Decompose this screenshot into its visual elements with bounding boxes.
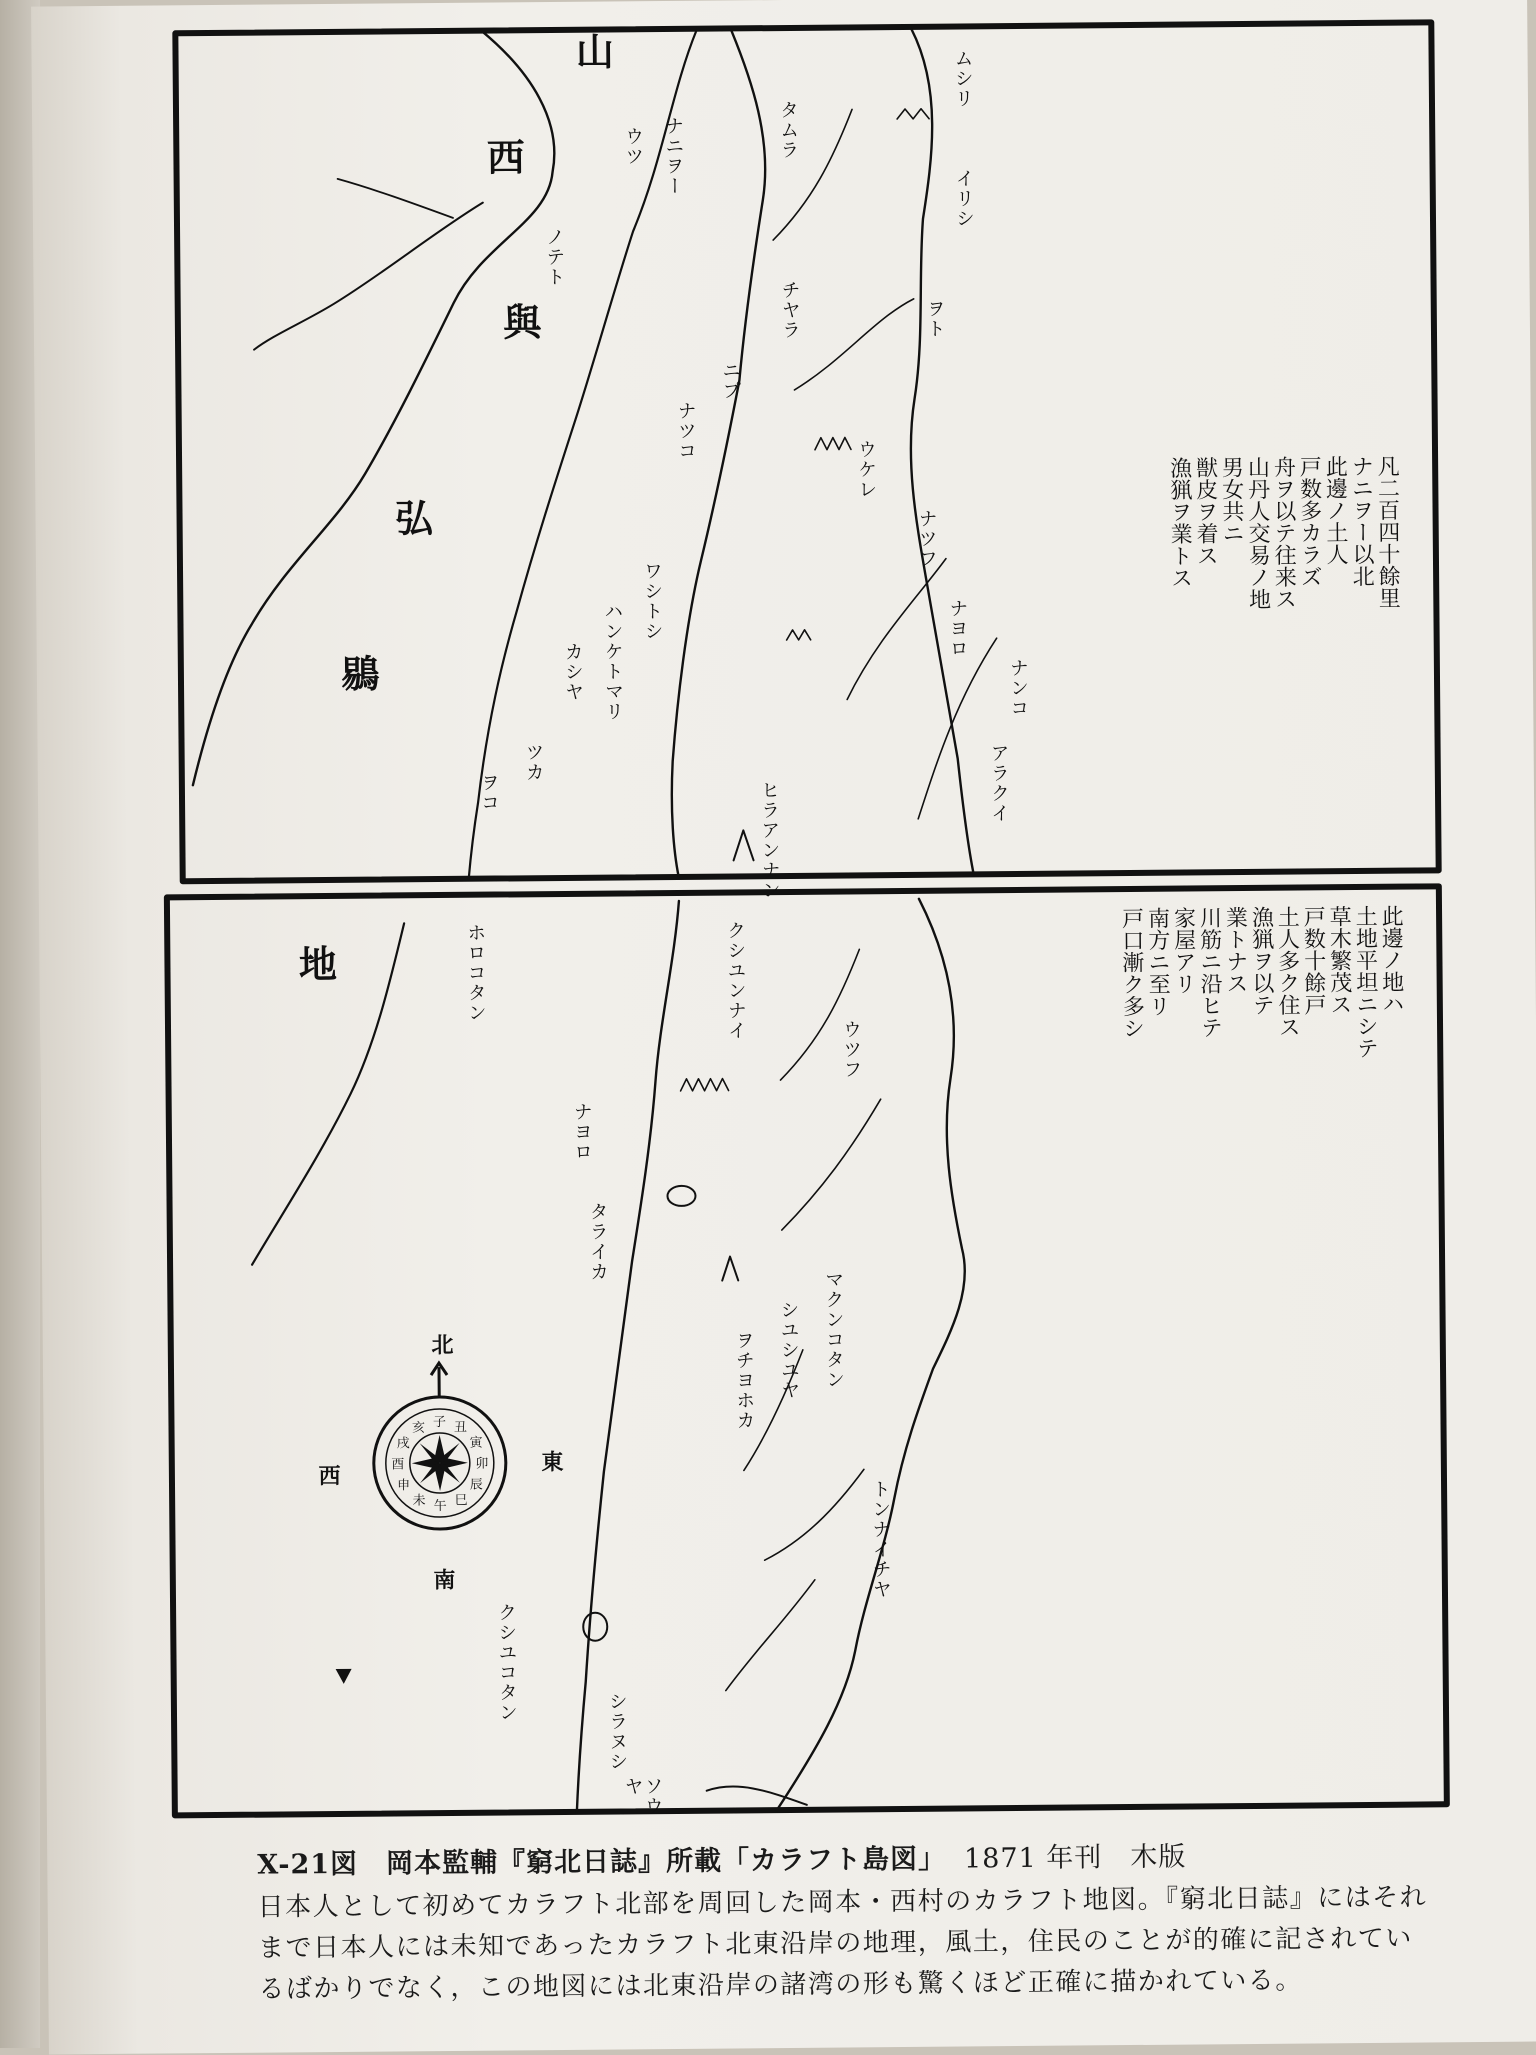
upper-place-9: ハンケトマリ: [601, 601, 625, 722]
upper-place-16: ウケレ: [854, 439, 878, 500]
compass-zodiac-6: 巳: [454, 1493, 468, 1509]
caption-date: 1871 年刊 木版: [963, 1841, 1187, 1875]
upper-place-13: ムシリ: [951, 48, 974, 109]
upper-place-15: ヲト: [923, 298, 946, 339]
compass-zodiac-8: 未: [412, 1493, 426, 1509]
upper-place-6: ニプ: [719, 360, 742, 401]
figure-caption: [257, 1832, 1428, 2010]
lower-annotation-notes: [1019, 904, 1435, 1608]
compass-west-label: 西: [314, 1463, 342, 1488]
upper-place-4: タムラ: [776, 99, 800, 161]
upper-note-5: 舟ヲ以テ往来ス: [1270, 455, 1297, 610]
compass-zodiac-4: 卯: [475, 1456, 489, 1472]
upper-place-18: ナヨロ: [946, 598, 969, 659]
lower-place-11: ソウヤ: [621, 1776, 664, 1817]
upper-place-12: ヲコ: [477, 772, 501, 813]
lower-note-1: 此邊ノ地ハ: [1378, 904, 1404, 1015]
caption-title: X-21図 岡本監輔『窮北日誌』所載「カラフト島図」: [257, 1843, 947, 1881]
lower-place-8: ヲチヨホカ: [732, 1330, 756, 1431]
compass-zodiac-7: 午: [433, 1498, 447, 1515]
compass-rose: [373, 1362, 506, 1529]
compass-zodiac-1: 子: [432, 1415, 447, 1431]
region-label-4: 弘: [388, 498, 434, 538]
lower-note-3: 草木繁茂ス: [1326, 905, 1353, 1016]
lower-place-10: シラヌシ: [605, 1691, 629, 1772]
upper-place-2: ウツ: [622, 126, 645, 167]
lower-place-3: ウツフ: [839, 1019, 863, 1080]
upper-note-7: 男女共ニ: [1218, 456, 1245, 545]
lower-place-2: クシユンナイ: [724, 920, 748, 1041]
upper-note-9: 漁猟ヲ業トス: [1166, 456, 1193, 589]
lower-note-6: 漁猟ヲ以テ: [1248, 905, 1275, 1016]
compass-zodiac-3: 寅: [469, 1435, 483, 1451]
upper-note-8: 獣皮ヲ着ス: [1192, 456, 1219, 567]
karafuto-map: [151, 0, 1477, 1820]
region-label-2: 西: [480, 137, 526, 177]
lower-place-1: ホロコタン: [464, 922, 487, 1023]
compass-zodiac-11: 戌: [396, 1436, 410, 1452]
upper-place-17: ナツフ: [915, 508, 938, 569]
book-page: [31, 0, 1536, 2054]
compass-north-label: 北: [427, 1332, 454, 1357]
compass-zodiac-2: 丑: [453, 1420, 468, 1436]
upper-place-11: ツカ: [522, 742, 545, 783]
compass-zodiac-9: 申: [397, 1478, 411, 1494]
upper-place-3: ノテト: [542, 226, 566, 288]
upper-place-19: ナンコ: [1006, 657, 1030, 719]
lower-place-7: シユシユヤ: [777, 1299, 801, 1401]
upper-note-1: 凡二百四十餘里: [1374, 454, 1401, 609]
upper-note-4: 戸数多カラズ: [1296, 455, 1323, 588]
lower-note-10: 南方ニ至リ: [1144, 906, 1171, 1017]
region-label-3: 與: [496, 302, 542, 342]
upper-note-6: 山丹人交易ノ地: [1244, 455, 1271, 610]
lower-note-8: 川筋ニ沿ヒテ: [1196, 906, 1223, 1039]
compass-zodiac-10: 酉: [391, 1457, 405, 1473]
upper-place-20: アラクイ: [987, 743, 1011, 824]
lower-place-12: クシユコタン: [494, 1602, 519, 1723]
compass-south-label: 南: [429, 1567, 457, 1592]
region-label-1: 山: [569, 31, 615, 71]
caption-body: 日本人として初めてカラフト北部を周回した岡本・西村のカラフト地図。『窮北日誌』にはそれまで日本人には未知であったカラフト北東沿岸の地理，風土，住民のことが的確に記されているばかりでなく，この地図には北東沿岸の諸湾の形も驚くほど正確に描かれている。: [257, 1882, 1428, 2005]
lower-note-9: 家屋アリ: [1170, 906, 1197, 995]
upper-note-2: ナニヲー以北: [1348, 454, 1375, 588]
lower-note-11: 戸口漸ク多シ: [1118, 906, 1145, 1040]
compass-zodiac-5: 辰: [469, 1477, 483, 1493]
upper-note-3: 此邊ノ土人: [1322, 455, 1349, 566]
region-label-6: 地: [292, 943, 338, 984]
lower-island-west-coast: [569, 901, 687, 1812]
caption-title-line: [257, 1832, 1427, 1881]
upper-place-5: チヤラ: [778, 279, 801, 341]
compass-east-label: 東: [537, 1449, 565, 1474]
upper-place-21: ヒラアンナン: [757, 780, 781, 901]
lower-place-6: マクンコタン: [822, 1269, 846, 1390]
lower-note-5: 土人多ク住ス: [1274, 905, 1301, 1038]
upper-place-7: ナツコ: [674, 400, 698, 461]
lower-place-4: ナヨロ: [570, 1101, 594, 1162]
upper-place-1: ナニヲー: [662, 115, 685, 197]
upper-place-8: ワシトシ: [640, 561, 664, 642]
upper-annotation-notes: [1035, 454, 1429, 867]
upper-place-10: カシヤ: [561, 641, 585, 702]
upper-island-east-coast: [907, 28, 974, 874]
lower-place-9: トンナイチヤ: [868, 1479, 892, 1600]
region-label-5: 鶍: [334, 653, 380, 693]
lower-place-5: タライカ: [586, 1201, 610, 1282]
lower-note-7: 業トナス: [1222, 905, 1249, 995]
compass-zodiac-12: 亥: [411, 1420, 426, 1436]
lower-note-4: 戸数十餘戸: [1300, 905, 1327, 1016]
lower-note-2: 土地平坦ニシテ: [1352, 904, 1379, 1060]
upper-place-14: イリシ: [952, 168, 976, 229]
